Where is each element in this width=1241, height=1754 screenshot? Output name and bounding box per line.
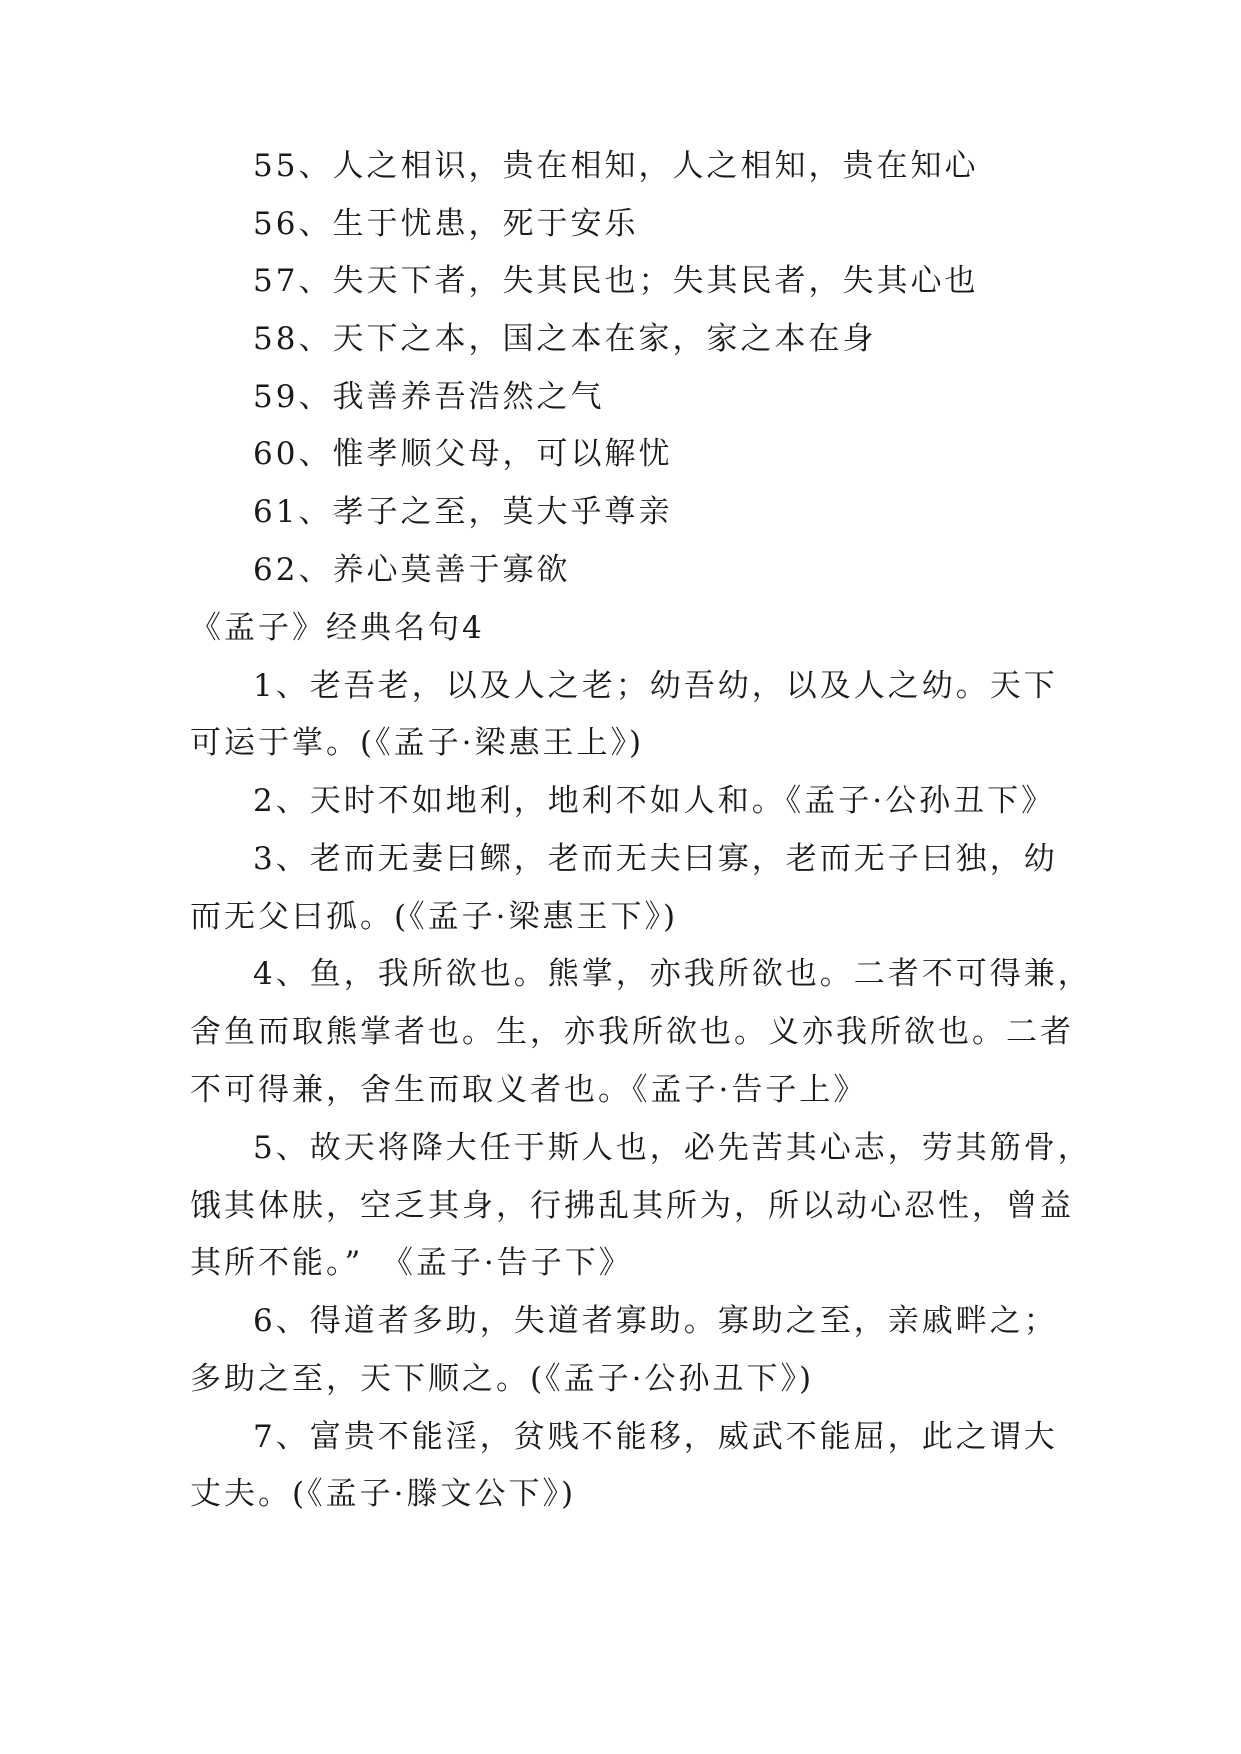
paragraph-line: 1、老吾老，以及人之老；幼吾幼，以及人之幼。天下 <box>253 668 1058 704</box>
section-heading: 《孟子》经典名句4 <box>190 610 485 646</box>
paragraph-line: 其所不能。” 《孟子·告子下》 <box>190 1245 633 1281</box>
paragraph-line: 而无父曰孤。(《孟子·梁惠王下》) <box>190 899 679 935</box>
paragraph-line: 5、故天将降大任于斯人也，必先苦其心志，劳其筋骨， <box>253 1130 1092 1166</box>
paragraph-line: 2、天时不如地利，地利不如人和。《孟子·公孙丑下》 <box>253 783 1056 819</box>
paragraph-line: 7、富贵不能淫，贫贱不能移，威武不能屈，此之谓大 <box>253 1419 1058 1455</box>
paragraph-line: 4、鱼，我所欲也。熊掌，亦我所欲也。二者不可得兼， <box>253 956 1092 992</box>
paragraph-line: 3、老而无妻曰鳏，老而无夫曰寡，老而无子曰独，幼 <box>253 841 1058 877</box>
paragraph-line: 不可得兼，舍生而取义者也。《孟子·告子上》 <box>190 1072 868 1108</box>
paragraph-line: 可运于掌。(《孟子·梁惠王上》) <box>190 725 645 761</box>
list-item: 59、我善养吾浩然之气 <box>253 379 605 415</box>
paragraph-line: 舍鱼而取熊掌者也。生，亦我所欲也。义亦我所欲也。二者 <box>190 1014 1074 1050</box>
list-item: 55、人之相识，贵在相知，人之相知，贵在知心 <box>253 148 979 184</box>
list-item: 56、生于忧患，死于安乐 <box>253 206 639 242</box>
list-item: 62、养心莫善于寡欲 <box>253 552 571 588</box>
list-item: 61、孝子之至，莫大乎尊亲 <box>253 494 673 530</box>
list-item: 58、天下之本，国之本在家，家之本在身 <box>253 321 877 357</box>
paragraph-line: 6、得道者多助，失道者寡助。寡助之至，亲戚畔之； <box>253 1303 1058 1339</box>
paragraph-line: 饿其体肤，空乏其身，行拂乱其所为，所以动心忍性，曾益 <box>190 1188 1074 1224</box>
list-item: 60、惟孝顺父母，可以解忧 <box>253 436 673 472</box>
list-item: 57、失天下者，失其民也；失其民者，失其心也 <box>253 263 979 299</box>
paragraph-line: 丈夫。(《孟子·滕文公下》) <box>190 1476 577 1512</box>
paragraph-line: 多助之至，天下顺之。(《孟子·公孙丑下》) <box>190 1361 815 1397</box>
